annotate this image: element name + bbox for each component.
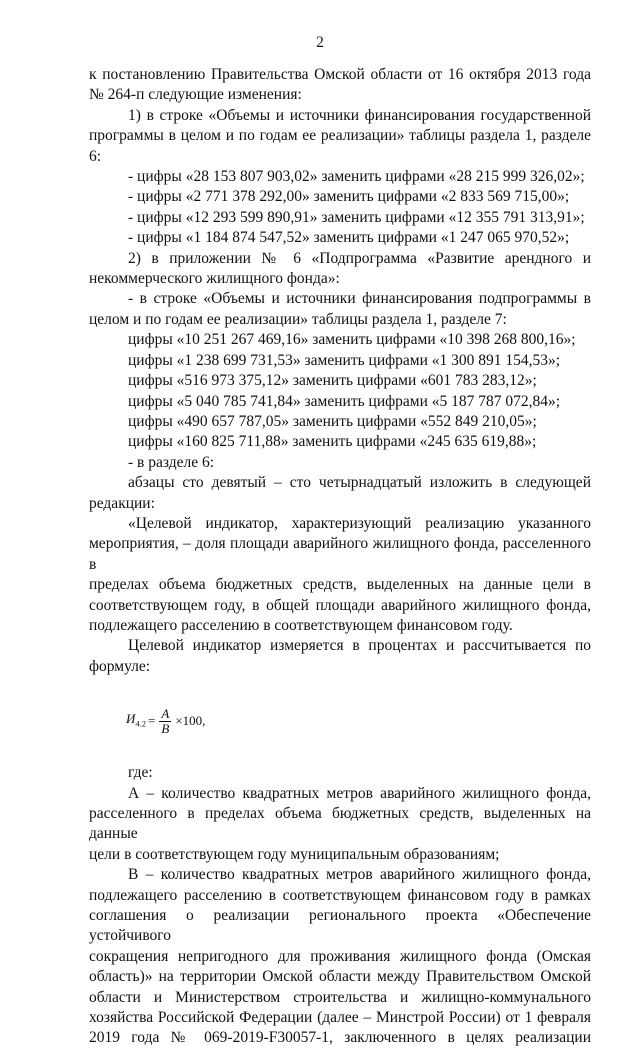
text-line: - в разделе 6: xyxy=(128,453,215,471)
text-line: «Целевой индикатор, характеризующий реализацию указанного xyxy=(128,514,591,532)
text-line: подлежащего расселению в соответствующем финансовом году в рамках xyxy=(89,886,591,904)
text-line: области и Министерством строительства и жилищно-коммунального xyxy=(89,988,591,1006)
text-line: расселенного в пределах объема бюджетных средств, выделенных на данные xyxy=(89,805,591,843)
text-line: хозяйства Российской Федерации (далее – Минстрой России) от 1 февраля xyxy=(89,1009,591,1027)
text-line: программы в целом и по годам ее реализации» таблицы раздела 1, разделе 6: xyxy=(89,127,591,165)
formula-denominator: B xyxy=(161,720,170,736)
text-line: цифры «516 973 375,12» заменить цифрами «601 783 283,12»; xyxy=(128,372,537,390)
formula-multiplier: ×100, xyxy=(175,712,206,728)
text-line: - цифры «12 293 599 890,91» заменить цифрами «12 355 791 313,91»; xyxy=(128,208,585,226)
text-line: - в строке «Объемы и источники финансирования подпрограммы в xyxy=(128,290,591,308)
text-line: цифры «490 657 787,05» заменить цифрами «552 849 210,05»; xyxy=(128,412,537,430)
text-line: мероприятия, – доля площади аварийного жилищного фонда, расселенного в xyxy=(89,535,591,573)
formula-equals: = xyxy=(148,712,156,728)
text-line: цифры «160 825 711,88» заменить цифрами «245 635 619,88»; xyxy=(128,433,537,451)
text-line: цифры «10 251 267 469,16» заменить цифрами «10 398 268 800,16»; xyxy=(128,331,576,349)
text-line: целом и по годам ее реализации» таблицы раздела 1, разделе 7: xyxy=(89,310,507,328)
text-line: В – количество квадратных метров аварийного жилищного фонда, xyxy=(128,866,591,884)
formula-lhs xyxy=(126,709,146,734)
formula-fraction xyxy=(159,707,171,736)
text-line: цифры «1 238 699 731,53» заменить цифрами «1 300 891 154,53»; xyxy=(128,351,561,369)
text-line: № 264-п следующие изменения: xyxy=(89,86,302,104)
text-line: абзацы сто девятый – сто четырнадцатый изложить в следующей xyxy=(128,474,591,492)
text-line: к постановлению Правительства Омской области от 16 октября 2013 года xyxy=(89,66,591,83)
text-line: Целевой индикатор измеряется в процентах и рассчитывается по xyxy=(128,637,591,655)
text-line: А – количество квадратных метров аварийного жилищного фонда, xyxy=(128,784,591,802)
text-line: сокращения непригодного для проживания жилищного фонда (Омская xyxy=(89,947,591,965)
text-line: цели в соответствующем году муниципальным образованиям; xyxy=(89,845,500,863)
text-line: цифры «5 040 785 741,84» заменить цифрами «5 187 787 072,84»; xyxy=(128,392,561,410)
text-line: редакции: xyxy=(89,494,155,512)
text-line: - цифры «28 153 807 903,02» заменить цифрами «28 215 999 326,02»; xyxy=(128,168,585,186)
text-line: некоммерческого жилищного фонда»: xyxy=(89,270,340,288)
text-line: 1) в строке «Объемы и источники финансирования государственной xyxy=(128,106,591,124)
formula-numerator: A xyxy=(161,705,170,721)
text-line: соглашения о реализации регионального проекта «Обеспечение устойчивого xyxy=(89,907,591,945)
text-line: - цифры «2 771 378 292,00» заменить цифрами «2 833 569 715,00»; xyxy=(128,188,570,206)
formula xyxy=(126,699,591,743)
text-line: формуле: xyxy=(89,657,151,675)
formula-lhs-subscript: 4.2 xyxy=(135,718,147,729)
text-line: пределах объема бюджетных средств, выделенных на данные цели в xyxy=(89,576,591,594)
text-line: - цифры «1 184 874 547,52» заменить цифрами «1 247 065 970,52»; xyxy=(128,229,570,247)
formula-lhs-symbol: И xyxy=(126,710,136,726)
page-number: 2 xyxy=(316,34,324,51)
text-line: где: xyxy=(128,764,153,782)
document-body xyxy=(89,65,591,1049)
text-line: соответствующем году, в общей площади аварийного жилищного фонда, xyxy=(89,596,591,614)
text-line: область)» на территории Омской области между Правительством Омской xyxy=(89,968,591,986)
text-line: 2019 года № 069-2019-F30057-1, заключенного в целях реализации xyxy=(89,1029,591,1047)
text-line: подлежащего расселению в соответствующем финансовом году. xyxy=(89,616,513,634)
text-line: 2) в приложении № 6 «Подпрограмма «Развитие арендного и xyxy=(128,249,591,267)
